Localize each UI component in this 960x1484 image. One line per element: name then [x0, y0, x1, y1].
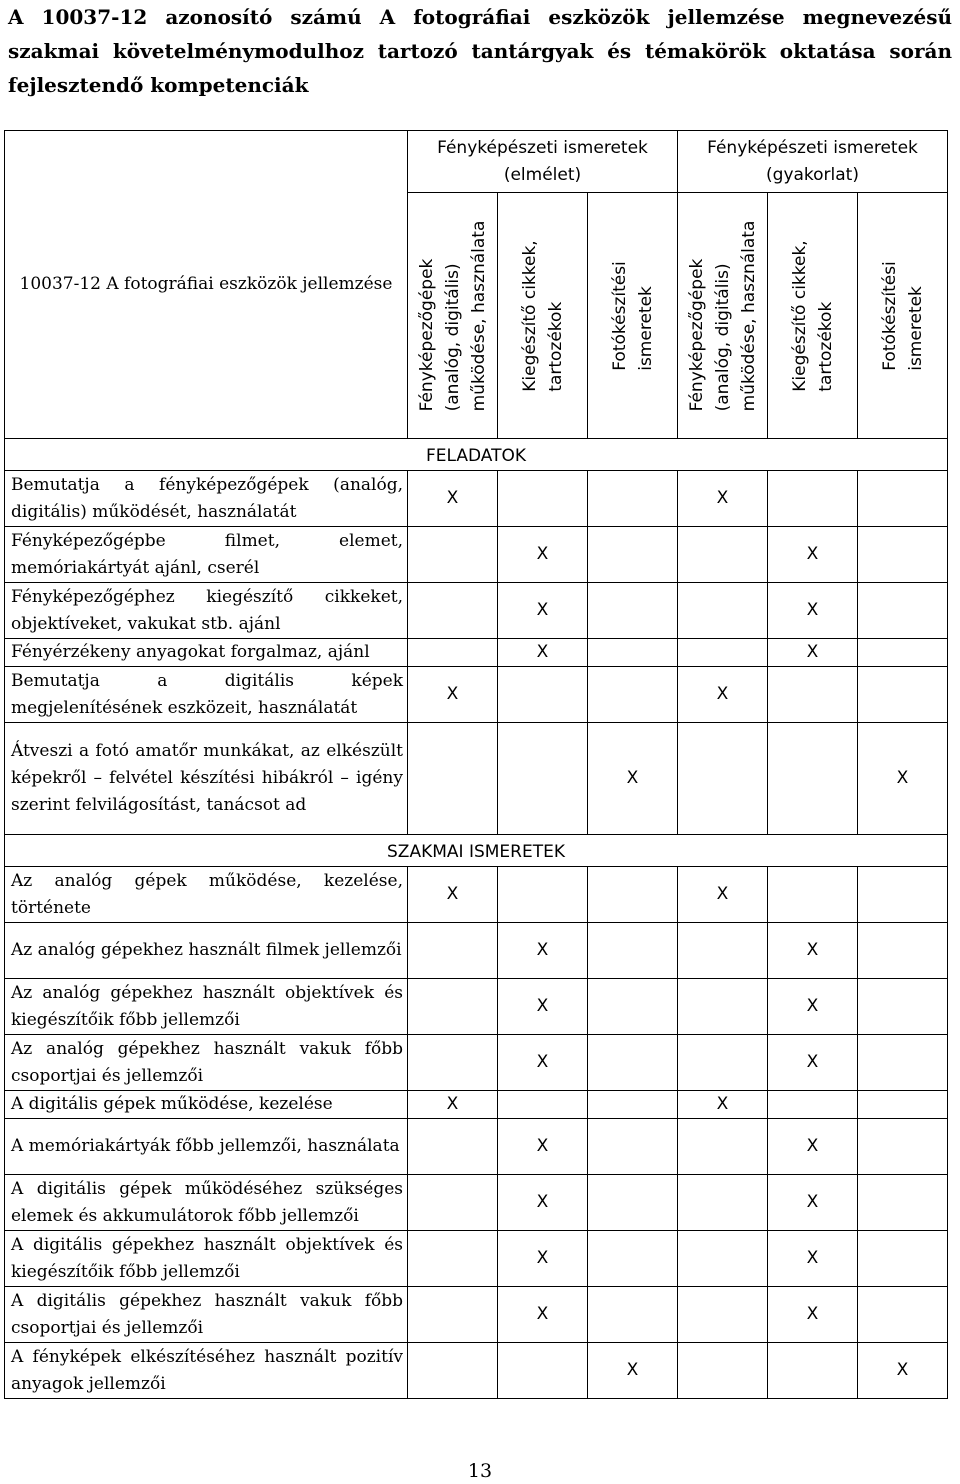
column-header: Fényképezőgépek (analóg, digitális) működése, használata	[678, 193, 768, 439]
mark-cell: X	[768, 979, 858, 1035]
table-row	[5, 923, 948, 979]
mark-cell	[858, 667, 948, 723]
mark-cell: X	[768, 1035, 858, 1091]
mark-cell: X	[768, 583, 858, 639]
mark-cell	[408, 1035, 498, 1091]
mark-cell	[678, 1035, 768, 1091]
mark-cell	[768, 867, 858, 923]
mark-cell	[588, 471, 678, 527]
mark-cell: X	[768, 527, 858, 583]
mark-cell: X	[408, 471, 498, 527]
table-row	[5, 1091, 948, 1119]
row-label: Az analóg gépekhez használt objektívek és kiegészítőik főbb jellemzői	[5, 979, 408, 1035]
column-header: Fotókészítési ismeretek	[588, 193, 678, 439]
mark-cell	[588, 1091, 678, 1119]
table-row	[5, 1287, 948, 1343]
mark-cell	[858, 527, 948, 583]
mark-cell	[408, 923, 498, 979]
table-row	[5, 1343, 948, 1399]
mark-cell	[408, 1343, 498, 1399]
mark-cell: X	[498, 923, 588, 979]
mark-cell: X	[498, 1175, 588, 1231]
mark-cell: X	[858, 723, 948, 835]
mark-cell	[408, 723, 498, 835]
row-label: Fényképezőgéphez kiegészítő cikkeket, objektíveket, vakukat stb. ajánl	[5, 583, 408, 639]
mark-cell	[858, 583, 948, 639]
section-header: FELADATOK	[5, 439, 948, 471]
mark-cell: X	[498, 1119, 588, 1175]
column-header: Fényképezőgépek (analóg, digitális) működése, használata	[408, 193, 498, 439]
mark-cell	[588, 1035, 678, 1091]
mark-cell	[678, 527, 768, 583]
mark-cell	[498, 471, 588, 527]
mark-cell	[858, 639, 948, 667]
row-label: A digitális gépek működéséhez szükséges elemek és akkumulátorok főbb jellemzői	[5, 1175, 408, 1231]
mark-cell	[768, 667, 858, 723]
mark-cell	[858, 1287, 948, 1343]
mark-cell	[408, 1287, 498, 1343]
mark-cell: X	[768, 1175, 858, 1231]
mark-cell: X	[678, 867, 768, 923]
mark-cell	[678, 639, 768, 667]
row-label: Fényérzékeny anyagokat forgalmaz, ajánl	[5, 639, 408, 667]
mark-cell: X	[858, 1343, 948, 1399]
mark-cell	[768, 723, 858, 835]
row-label: Az analóg gépek működése, kezelése, története	[5, 867, 408, 923]
mark-cell	[858, 471, 948, 527]
table-row	[5, 1119, 948, 1175]
mark-cell	[858, 1091, 948, 1119]
mark-cell	[498, 723, 588, 835]
mark-cell	[498, 667, 588, 723]
mark-cell: X	[498, 527, 588, 583]
column-header: Kiegészítő cikkek, tartozékok	[768, 193, 858, 439]
mark-cell	[408, 639, 498, 667]
mark-cell: X	[408, 867, 498, 923]
row-label: Átveszi a fotó amatőr munkákat, az elkészült képekről – felvétel készítési hibákról – igény szerint felvilágosítást, tanácsot ad	[5, 723, 408, 835]
mark-cell	[858, 1119, 948, 1175]
mark-cell	[408, 1175, 498, 1231]
mark-cell	[588, 583, 678, 639]
mark-cell: X	[408, 667, 498, 723]
row-label: Fényképezőgépbe filmet, elemet, memóriakártyát ajánl, cserél	[5, 527, 408, 583]
row-label: Bemutatja a fényképezőgépek (analóg, digitális) működését, használatát	[5, 471, 408, 527]
table-row	[5, 583, 948, 639]
mark-cell: X	[498, 1287, 588, 1343]
mark-cell	[858, 1175, 948, 1231]
table-row	[5, 867, 948, 923]
mark-cell	[678, 1175, 768, 1231]
mark-cell: X	[498, 1035, 588, 1091]
group-header-theory: Fényképészeti ismeretek (elmélet)	[408, 131, 678, 193]
document-title: A 10037-12 azonosító számú A fotográfiai eszközök jellemzése megnevezésű szakmai követelménymodulhoz tartozó tantárgyak és témakörök oktatása során fejlesztendő kompetenciák	[8, 5, 952, 97]
mark-cell	[408, 1119, 498, 1175]
mark-cell	[768, 1343, 858, 1399]
row-label: A memóriakártyák főbb jellemzői, használata	[5, 1119, 408, 1175]
table-row	[5, 1231, 948, 1287]
mark-cell	[588, 639, 678, 667]
mark-cell: X	[588, 723, 678, 835]
mark-cell	[588, 667, 678, 723]
table-row	[5, 1175, 948, 1231]
competency-table	[4, 130, 948, 1399]
table-row	[5, 639, 948, 667]
mark-cell: X	[678, 471, 768, 527]
mark-cell	[678, 1343, 768, 1399]
mark-cell	[588, 1231, 678, 1287]
mark-cell	[678, 583, 768, 639]
mark-cell	[588, 1119, 678, 1175]
mark-cell	[768, 471, 858, 527]
mark-cell: X	[588, 1343, 678, 1399]
row-label: Az analóg gépekhez használt filmek jellemzői	[5, 923, 408, 979]
mark-cell: X	[498, 979, 588, 1035]
mark-cell	[678, 723, 768, 835]
row-label: A digitális gépekhez használt objektívek és kiegészítőik főbb jellemzői	[5, 1231, 408, 1287]
column-header: Fotókészítési ismeretek	[858, 193, 948, 439]
mark-cell	[678, 1119, 768, 1175]
mark-cell	[498, 1343, 588, 1399]
mark-cell	[408, 979, 498, 1035]
mark-cell	[678, 1287, 768, 1343]
mark-cell	[408, 1231, 498, 1287]
row-label: A digitális gépek működése, kezelése	[5, 1091, 408, 1119]
mark-cell: X	[768, 923, 858, 979]
mark-cell	[498, 867, 588, 923]
table-row	[5, 1035, 948, 1091]
mark-cell	[498, 1091, 588, 1119]
mark-cell	[858, 867, 948, 923]
module-label: 10037-12 A fotográfiai eszközök jellemzése	[5, 131, 408, 439]
section-header: SZAKMAI ISMERETEK	[5, 835, 948, 867]
group-header-practice: Fényképészeti ismeretek (gyakorlat)	[678, 131, 948, 193]
mark-cell: X	[498, 639, 588, 667]
mark-cell	[588, 979, 678, 1035]
row-label: Bemutatja a digitális képek megjelenítésének eszközeit, használatát	[5, 667, 408, 723]
mark-cell	[678, 979, 768, 1035]
table-row	[5, 527, 948, 583]
mark-cell	[858, 1231, 948, 1287]
mark-cell	[588, 923, 678, 979]
table-row	[5, 723, 948, 835]
group-header-row	[5, 131, 948, 193]
mark-cell	[408, 527, 498, 583]
mark-cell	[588, 527, 678, 583]
mark-cell: X	[498, 583, 588, 639]
row-label: A digitális gépekhez használt vakuk főbb csoportjai és jellemzői	[5, 1287, 408, 1343]
mark-cell: X	[498, 1231, 588, 1287]
page-number: 13	[467, 1460, 493, 1482]
row-label: Az analóg gépekhez használt vakuk főbb csoportjai és jellemzői	[5, 1035, 408, 1091]
mark-cell	[408, 583, 498, 639]
mark-cell	[858, 1035, 948, 1091]
mark-cell	[858, 979, 948, 1035]
table-row	[5, 667, 948, 723]
mark-cell	[678, 923, 768, 979]
mark-cell: X	[678, 1091, 768, 1119]
mark-cell: X	[678, 667, 768, 723]
mark-cell: X	[768, 1119, 858, 1175]
table-row	[5, 979, 948, 1035]
section-header-row	[5, 439, 948, 471]
mark-cell	[588, 1287, 678, 1343]
section-header-row	[5, 835, 948, 867]
mark-cell	[858, 923, 948, 979]
mark-cell	[678, 1231, 768, 1287]
table-row	[5, 471, 948, 527]
mark-cell: X	[408, 1091, 498, 1119]
column-header: Kiegészítő cikkek, tartozékok	[498, 193, 588, 439]
mark-cell	[768, 1091, 858, 1119]
mark-cell: X	[768, 1231, 858, 1287]
mark-cell: X	[768, 1287, 858, 1343]
row-label: A fényképek elkészítéséhez használt pozitív anyagok jellemzői	[5, 1343, 408, 1399]
mark-cell: X	[768, 639, 858, 667]
mark-cell	[588, 867, 678, 923]
mark-cell	[588, 1175, 678, 1231]
